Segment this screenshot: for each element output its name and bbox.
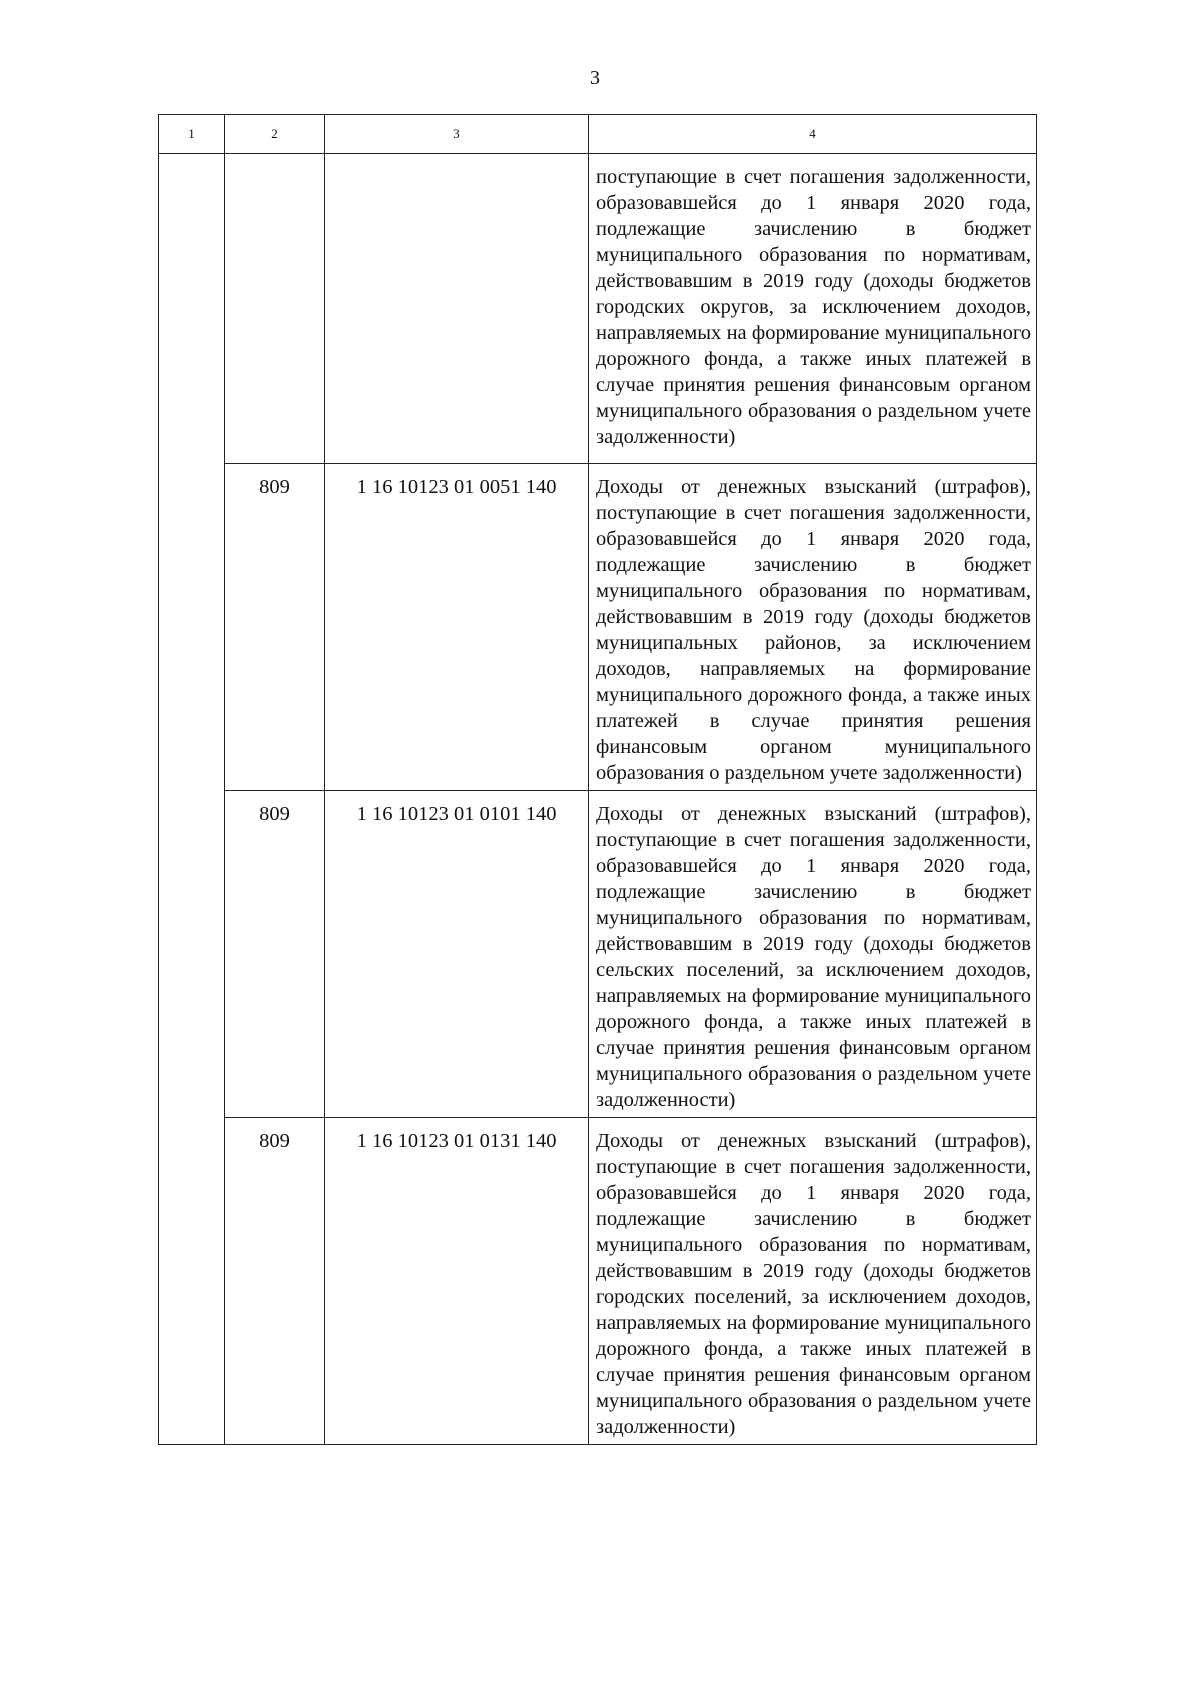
- revenue-name-cell: Доходы от денежных взысканий (штрафов), поступающие в счет погашения задолженности, образовавшейся до 1 января 2020 года, подлежащие зачислению в бюджет муниципального образования по нормативам, действовавшим в 2019 году (доходы бюджетов городских поселений, за исключением доходов, направляемых на формирование муниципального дорожного фонда, а также иных платежей в случае принятия решения финансовым органом муниципального образования о раздельном учете задолженности): [589, 1118, 1037, 1445]
- table-header-row: [159, 115, 1037, 154]
- admin-code-cell: 809: [225, 464, 325, 791]
- column-header-2: 2: [225, 115, 325, 154]
- revenue-name-cell: поступающие в счет погашения задолженности, образовавшейся до 1 января 2020 года, подлежащие зачислению в бюджет муниципального образования по нормативам, действовавшим в 2019 году (доходы бюджетов городских округов, за исключением доходов, направляемых на формирование муниципального дорожного фонда, а также иных платежей в случае принятия решения финансовым органом муниципального образования о раздельном учете задолженности): [589, 154, 1037, 464]
- revenue-name-cell: Доходы от денежных взысканий (штрафов), поступающие в счет погашения задолженности, образовавшейся до 1 января 2020 года, подлежащие зачислению в бюджет муниципального образования по нормативам, действовавшим в 2019 году (доходы бюджетов муниципальных районов, за исключением доходов, направляемых на формирование муниципального дорожного фонда, а также иных платежей в случае принятия решения финансовым органом муниципального образования о раздельном учете задолженности): [589, 464, 1037, 791]
- column-header-3: 3: [325, 115, 589, 154]
- column-header-4: 4: [589, 115, 1037, 154]
- column-1-cell: [159, 154, 225, 1445]
- kbk-code-cell: [325, 154, 589, 464]
- revenue-name-cell: Доходы от денежных взысканий (штрафов), поступающие в счет погашения задолженности, образовавшейся до 1 января 2020 года, подлежащие зачислению в бюджет муниципального образования по нормативам, действовавшим в 2019 году (доходы бюджетов сельских поселений, за исключением доходов, направляемых на формирование муниципального дорожного фонда, а также иных платежей в случае принятия решения финансовым органом муниципального образования о раздельном учете задолженности): [589, 791, 1037, 1118]
- table-row: [159, 464, 1037, 791]
- page-number: 3: [590, 67, 600, 89]
- table-row: [159, 154, 1037, 464]
- kbk-code-cell: 1 16 10123 01 0101 140: [325, 791, 589, 1118]
- kbk-code-cell: 1 16 10123 01 0051 140: [325, 464, 589, 791]
- admin-code-cell: [225, 154, 325, 464]
- kbk-code-cell: 1 16 10123 01 0131 140: [325, 1118, 589, 1445]
- table-row: [159, 791, 1037, 1118]
- admin-code-cell: 809: [225, 1118, 325, 1445]
- column-header-1: 1: [159, 115, 225, 154]
- admin-code-cell: 809: [225, 791, 325, 1118]
- table-row: [159, 1118, 1037, 1445]
- revenue-codes-table: [158, 114, 1037, 1445]
